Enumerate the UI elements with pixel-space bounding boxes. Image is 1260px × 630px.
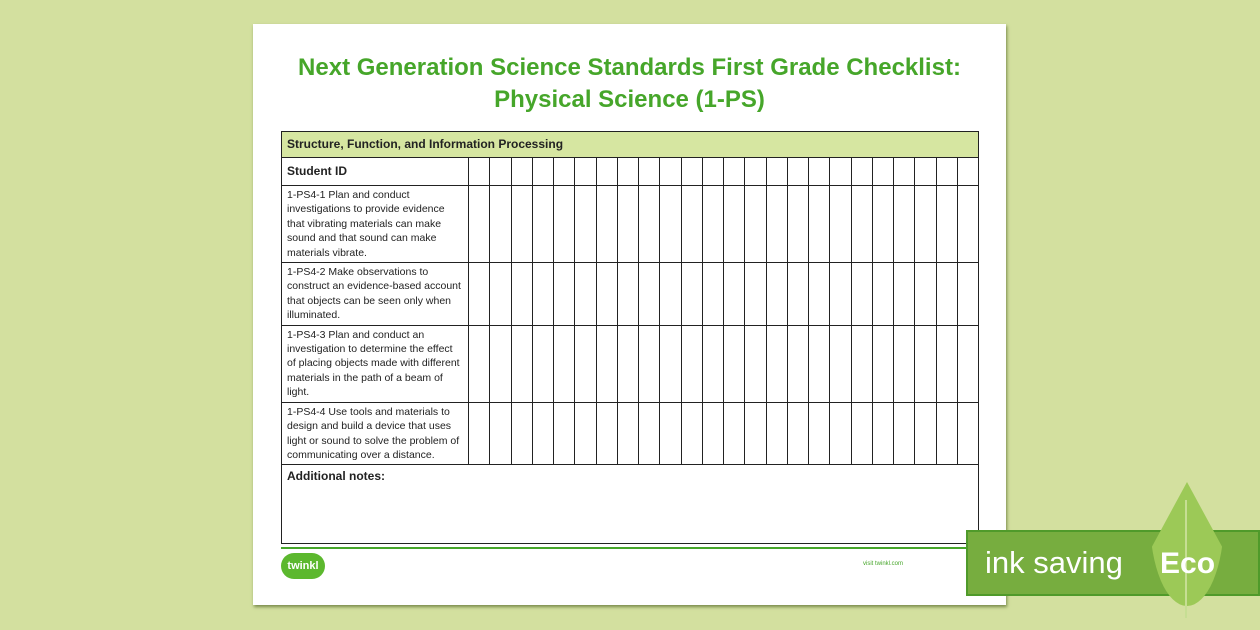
check-cell[interactable] xyxy=(851,186,872,263)
check-cell[interactable] xyxy=(554,325,575,402)
check-cell[interactable] xyxy=(766,325,787,402)
check-cell[interactable] xyxy=(872,158,893,186)
check-cell[interactable] xyxy=(660,186,681,263)
check-cell[interactable] xyxy=(766,402,787,465)
check-cell[interactable] xyxy=(617,325,638,402)
title-line-1: Next Generation Science Standards First Grade Checklist: xyxy=(298,54,961,81)
check-cell[interactable] xyxy=(915,325,936,402)
check-cell[interactable] xyxy=(681,158,702,186)
check-cell[interactable] xyxy=(702,325,723,402)
student-id-row xyxy=(282,158,979,186)
check-cell[interactable] xyxy=(766,263,787,326)
check-cell[interactable] xyxy=(681,186,702,263)
check-cell[interactable] xyxy=(575,402,596,465)
check-cell[interactable] xyxy=(596,158,617,186)
check-cell[interactable] xyxy=(639,263,660,326)
check-cell[interactable] xyxy=(851,263,872,326)
check-cell[interactable] xyxy=(915,158,936,186)
check-cell[interactable] xyxy=(660,263,681,326)
check-cell[interactable] xyxy=(596,325,617,402)
check-cell[interactable] xyxy=(660,158,681,186)
check-cell[interactable] xyxy=(830,402,851,465)
check-cell[interactable] xyxy=(894,263,915,326)
check-cell[interactable] xyxy=(511,325,532,402)
check-cell[interactable] xyxy=(532,263,553,326)
check-cell[interactable] xyxy=(809,402,830,465)
standard-label: 1-PS4-3 Plan and conduct an investigation to determine the effect of placing objects made with different materials in the path of a beam of light. xyxy=(282,325,469,402)
check-cell[interactable] xyxy=(575,263,596,326)
check-cell[interactable] xyxy=(787,186,808,263)
check-cell[interactable] xyxy=(809,158,830,186)
check-cell[interactable] xyxy=(681,325,702,402)
standard-label: 1-PS4-2 Make observations to construct an evidence-based account that objects can be seen only when illuminated. xyxy=(282,263,469,326)
standard-row xyxy=(282,263,979,326)
check-cell[interactable] xyxy=(766,186,787,263)
worksheet-page xyxy=(253,24,1006,605)
check-cell[interactable] xyxy=(745,186,766,263)
eco-label: Eco xyxy=(1160,547,1216,580)
standard-row xyxy=(282,325,979,402)
standard-label: 1-PS4-4 Use tools and materials to design and build a device that uses light or sound to solve the problem of communicating over a distance. xyxy=(282,402,469,465)
check-cell[interactable] xyxy=(830,158,851,186)
ink-saving-label: ink saving xyxy=(985,545,1123,580)
check-cell[interactable] xyxy=(575,325,596,402)
check-cell[interactable] xyxy=(851,402,872,465)
check-cell[interactable] xyxy=(660,402,681,465)
check-cell[interactable] xyxy=(936,158,957,186)
check-cell[interactable] xyxy=(596,186,617,263)
check-cell[interactable] xyxy=(469,186,490,263)
check-cell[interactable] xyxy=(511,263,532,326)
check-cell[interactable] xyxy=(575,158,596,186)
check-cell[interactable] xyxy=(596,402,617,465)
section-header: Structure, Function, and Information Processing xyxy=(282,132,979,158)
check-cell[interactable] xyxy=(554,158,575,186)
check-cell[interactable] xyxy=(575,186,596,263)
standard-row xyxy=(282,186,979,263)
additional-notes[interactable]: Additional notes: xyxy=(282,465,979,544)
check-cell[interactable] xyxy=(617,263,638,326)
check-cell[interactable] xyxy=(936,263,957,326)
check-cell[interactable] xyxy=(915,263,936,326)
check-cell[interactable] xyxy=(809,186,830,263)
check-cell[interactable] xyxy=(830,186,851,263)
check-cell[interactable] xyxy=(809,263,830,326)
check-cell[interactable] xyxy=(957,186,978,263)
check-cell[interactable] xyxy=(745,158,766,186)
check-cell[interactable] xyxy=(532,186,553,263)
check-cell[interactable] xyxy=(957,263,978,326)
twinkl-logo: twinkl xyxy=(281,553,325,579)
check-cell[interactable] xyxy=(554,263,575,326)
check-cell[interactable] xyxy=(554,186,575,263)
check-cell[interactable] xyxy=(617,186,638,263)
check-cell[interactable] xyxy=(872,263,893,326)
check-cell[interactable] xyxy=(469,263,490,326)
check-cell[interactable] xyxy=(851,158,872,186)
check-cell[interactable] xyxy=(787,158,808,186)
check-cell[interactable] xyxy=(787,325,808,402)
check-cell[interactable] xyxy=(490,325,511,402)
check-cell[interactable] xyxy=(702,186,723,263)
check-cell[interactable] xyxy=(724,186,745,263)
standard-row xyxy=(282,402,979,465)
student-id-label: Student ID xyxy=(282,158,469,186)
check-cell[interactable] xyxy=(872,186,893,263)
check-cell[interactable] xyxy=(894,325,915,402)
check-cell[interactable] xyxy=(490,158,511,186)
check-cell[interactable] xyxy=(617,158,638,186)
check-cell[interactable] xyxy=(639,402,660,465)
visit-link[interactable]: visit twinkl.com xyxy=(863,561,904,567)
check-cell[interactable] xyxy=(894,402,915,465)
check-cell[interactable] xyxy=(872,402,893,465)
check-cell[interactable] xyxy=(554,402,575,465)
check-cell[interactable] xyxy=(639,158,660,186)
check-cell[interactable] xyxy=(894,158,915,186)
check-cell[interactable] xyxy=(511,186,532,263)
check-cell[interactable] xyxy=(469,325,490,402)
check-cell[interactable] xyxy=(809,325,830,402)
check-cell[interactable] xyxy=(681,263,702,326)
check-cell[interactable] xyxy=(745,263,766,326)
footer-divider xyxy=(281,547,979,549)
check-cell[interactable] xyxy=(957,402,978,465)
check-cell[interactable] xyxy=(639,186,660,263)
check-cell[interactable] xyxy=(511,402,532,465)
check-cell[interactable] xyxy=(787,263,808,326)
check-cell[interactable] xyxy=(915,402,936,465)
check-cell[interactable] xyxy=(745,402,766,465)
title-line-2: Physical Science (1-PS) xyxy=(494,86,765,113)
checklist-table xyxy=(281,131,979,544)
check-cell[interactable] xyxy=(872,325,893,402)
check-cell[interactable] xyxy=(851,325,872,402)
check-cell[interactable] xyxy=(681,402,702,465)
check-cell[interactable] xyxy=(469,402,490,465)
check-cell[interactable] xyxy=(957,158,978,186)
check-cell[interactable] xyxy=(702,402,723,465)
check-cell[interactable] xyxy=(702,263,723,326)
check-cell[interactable] xyxy=(745,325,766,402)
check-cell[interactable] xyxy=(469,158,490,186)
check-cell[interactable] xyxy=(596,263,617,326)
check-cell[interactable] xyxy=(490,402,511,465)
check-cell[interactable] xyxy=(724,263,745,326)
check-cell[interactable] xyxy=(617,402,638,465)
check-cell[interactable] xyxy=(724,402,745,465)
check-cell[interactable] xyxy=(936,325,957,402)
check-cell[interactable] xyxy=(724,325,745,402)
check-cell[interactable] xyxy=(490,186,511,263)
check-cell[interactable] xyxy=(894,186,915,263)
check-cell[interactable] xyxy=(660,325,681,402)
check-cell[interactable] xyxy=(532,402,553,465)
check-cell[interactable] xyxy=(702,158,723,186)
standard-label: 1-PS4-1 Plan and conduct investigations to provide evidence that vibrating materials can make sound and that sound can make materials vibrate. xyxy=(282,186,469,263)
check-cell[interactable] xyxy=(511,158,532,186)
check-cell[interactable] xyxy=(830,263,851,326)
check-cell[interactable] xyxy=(957,325,978,402)
check-cell[interactable] xyxy=(830,325,851,402)
page-title xyxy=(253,52,1006,116)
check-cell[interactable] xyxy=(936,402,957,465)
check-cell[interactable] xyxy=(915,186,936,263)
check-cell[interactable] xyxy=(490,263,511,326)
check-cell[interactable] xyxy=(936,186,957,263)
check-cell[interactable] xyxy=(724,158,745,186)
check-cell[interactable] xyxy=(532,325,553,402)
check-cell[interactable] xyxy=(639,325,660,402)
check-cell[interactable] xyxy=(766,158,787,186)
check-cell[interactable] xyxy=(532,158,553,186)
check-cell[interactable] xyxy=(787,402,808,465)
